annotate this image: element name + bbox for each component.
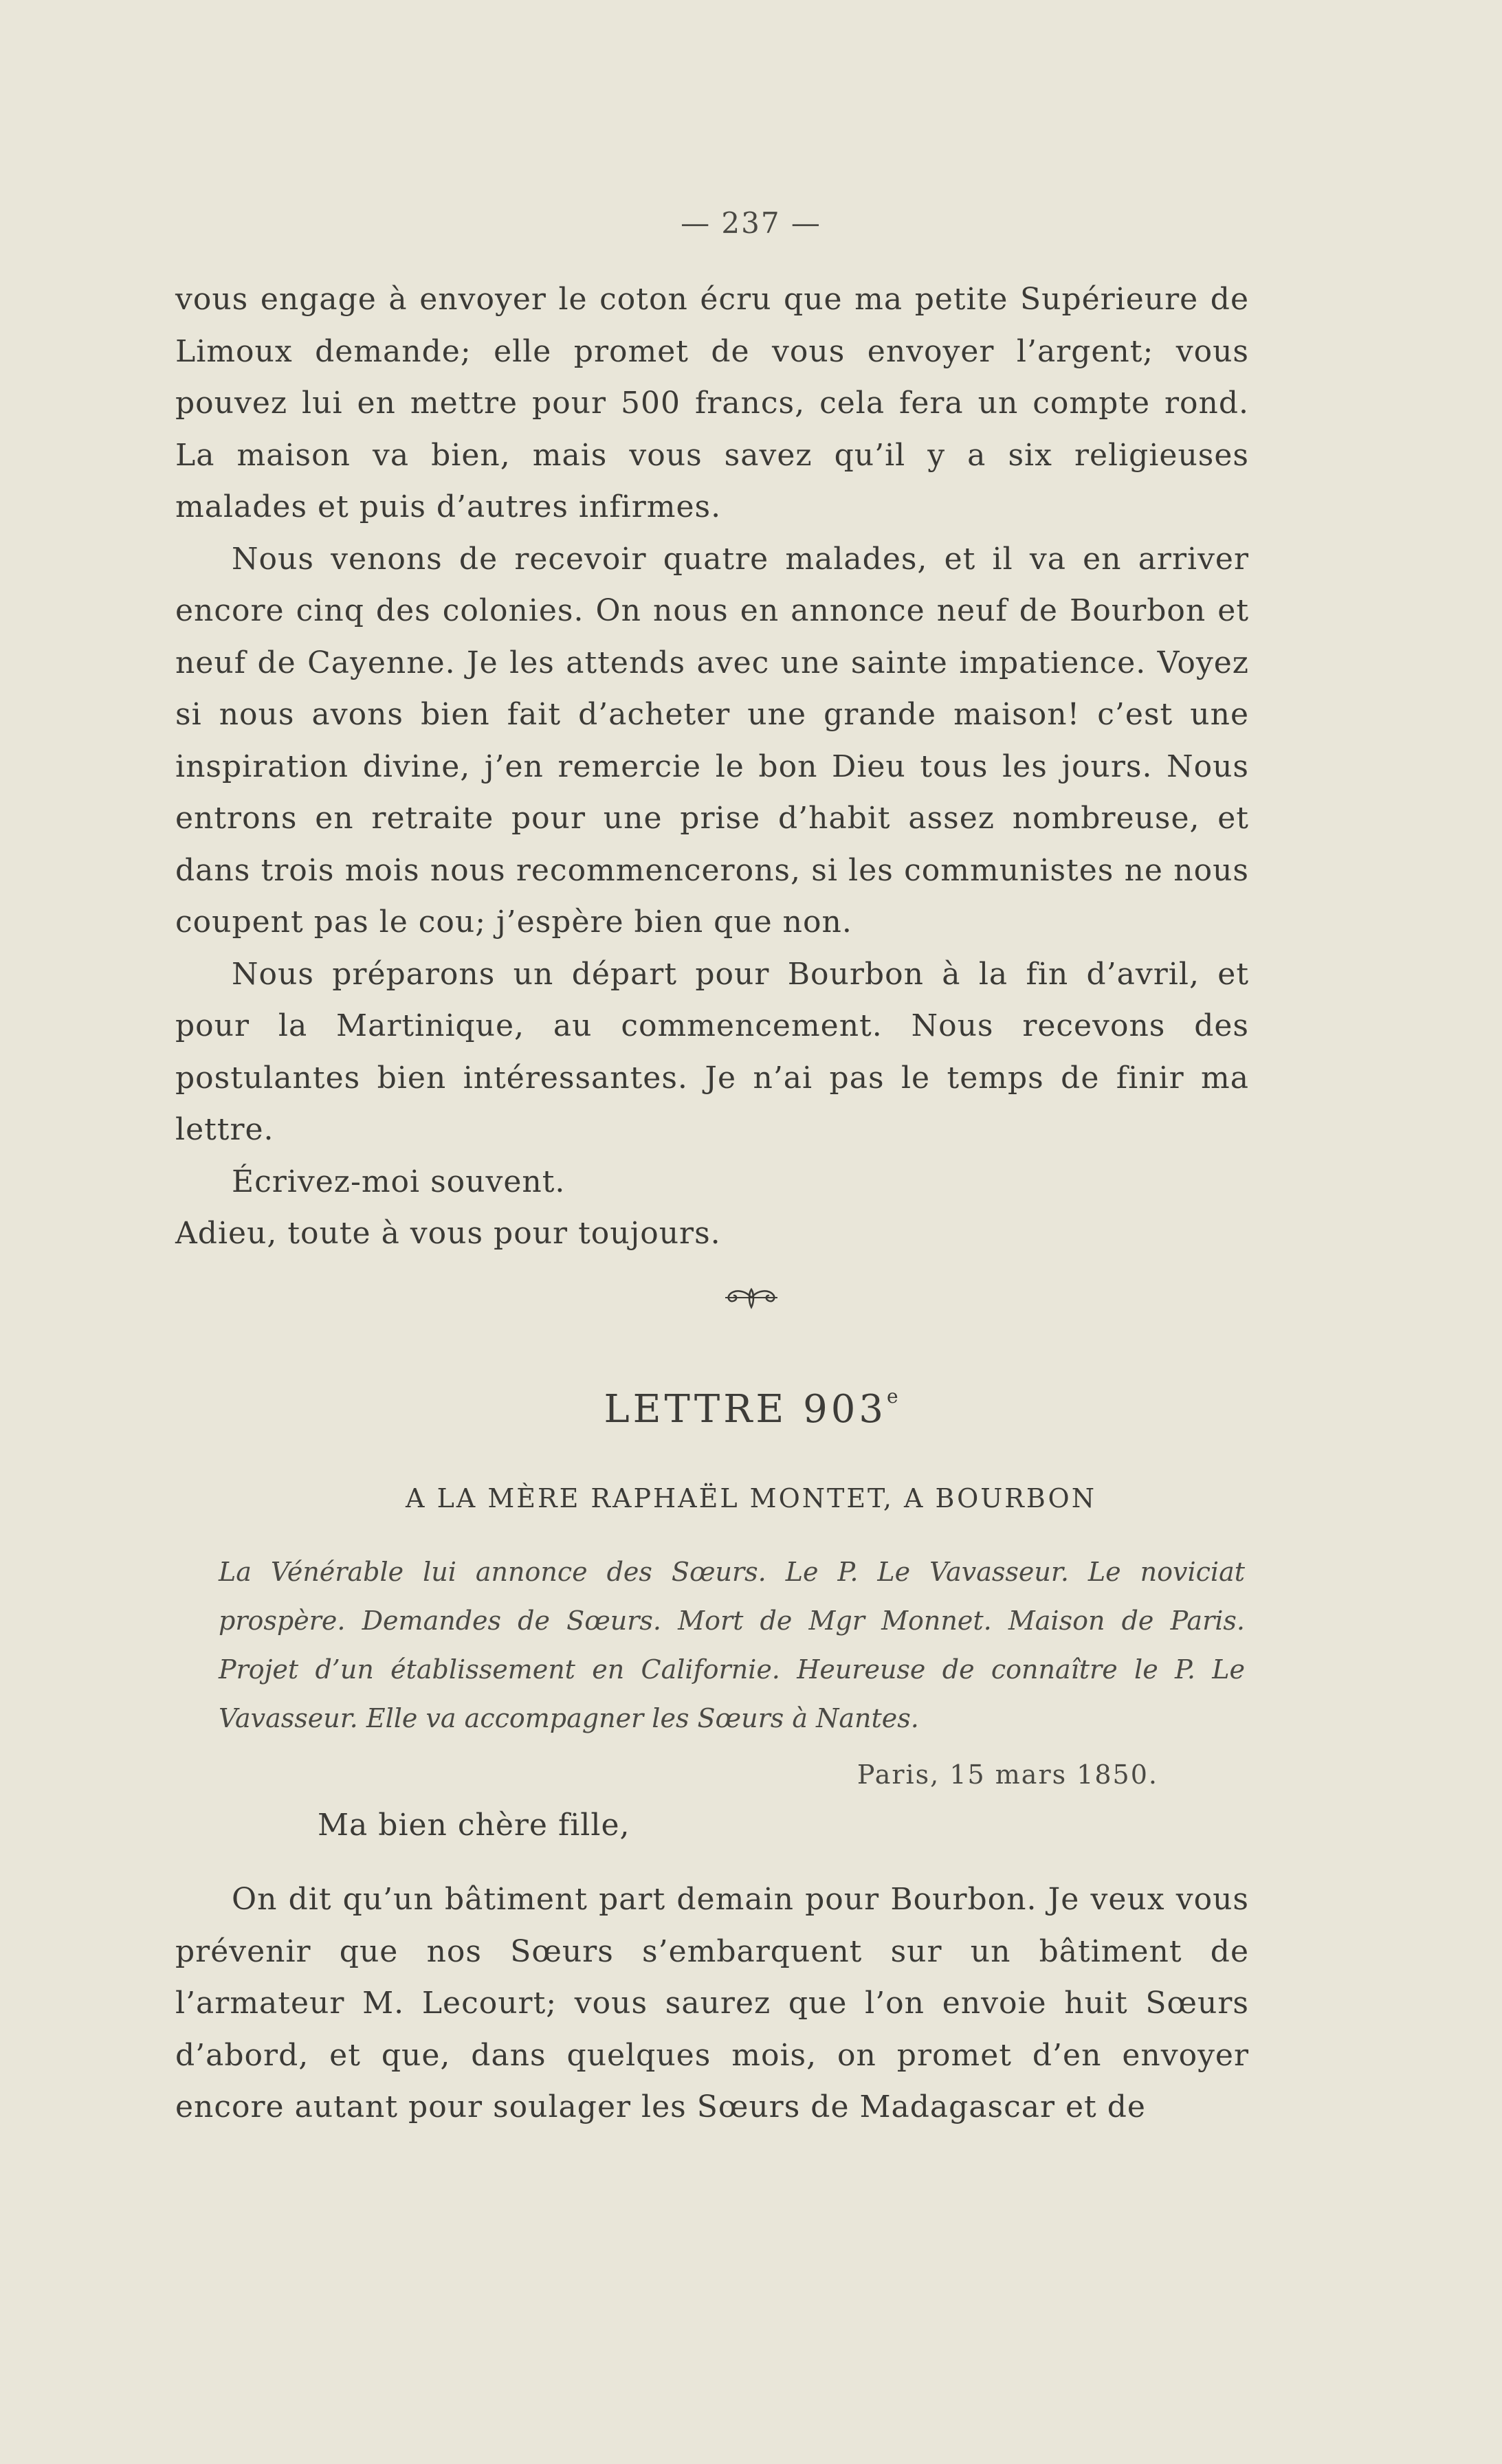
paragraph-1: vous engage à envoyer le coton écru que ma petite Supérieure de Limoux demande; elle promet de vous envoyer l’argent; vous pouvez lui en mettre pour 500 francs, cela fera un compte rond. La maison va bien, mais vous savez qu’il y a six religieuses malades et puis d’autres infirmes.: [175, 282, 1249, 524]
letter-recipient: A LA MÈRE RAPHAËL MONTET, A BOURBON: [406, 1483, 1096, 1513]
closing-line: Adieu, toute à vous pour toujours.: [175, 1216, 721, 1251]
letter-continuation: [175, 274, 1249, 1260]
paragraph-4: Écrivez-moi souvent.: [232, 1164, 566, 1199]
ornament-fleuron-icon: [0, 1285, 1502, 1313]
letter-body: [175, 1874, 1249, 2133]
letter-body-paragraph: On dit qu’un bâtiment part demain pour Bourbon. Je veux vous prévenir que nos Sœurs s’embarquent sur un bâtiment de l’armateur M. Lecourt; vous saurez que l’on envoie huit Sœurs d’abord, et que, dans quelques mois, on promet d’en envoyer encore autant pour soulager les Sœurs de Madagascar et de: [175, 1882, 1249, 2124]
letter-title: LETTRE 903e: [604, 1385, 898, 1432]
page-number: — 237 —: [681, 206, 821, 240]
paragraph-3: Nous préparons un départ pour Bourbon à la fin d’avril, et pour la Martinique, au commencement. Nous recevons des postulantes bien intéressantes. Je n’ai pas le temps de finir ma lettre.: [175, 956, 1249, 1147]
letter-summary: La Vénérable lui annonce des Sœurs. Le P. Le Vavasseur. Le noviciat prospère. Demandes de Sœurs. Mort de Mgr Monnet. Maison de Paris. Projet d’un établissement en Californie. Heureuse de connaître le P. Le Vavasseur. Elle va accompagner les Sœurs à Nantes.: [219, 1557, 1245, 1733]
dateline: Paris, 15 mars 1850.: [857, 1760, 1158, 1790]
title-superscript: e: [886, 1385, 898, 1408]
paragraph-2: Nous venons de recevoir quatre malades, et il va en arriver encore cinq des colonies. On nous en annonce neuf de Bourbon et neuf de Cayenne. Je les attends avec une sainte impatience. Voyez si nous avons bien fait d’acheter une grande maison! c’est une inspiration divine, j’en remercie le bon Dieu tous les jours. Nous entrons en retraite pour une prise d’habit assez nombreuse, et dans trois mois nous recommencerons, si les communistes ne nous coupent pas le cou; j’espère bien que non.: [175, 541, 1249, 940]
salutation: Ma bien chère fille,: [318, 1808, 630, 1843]
